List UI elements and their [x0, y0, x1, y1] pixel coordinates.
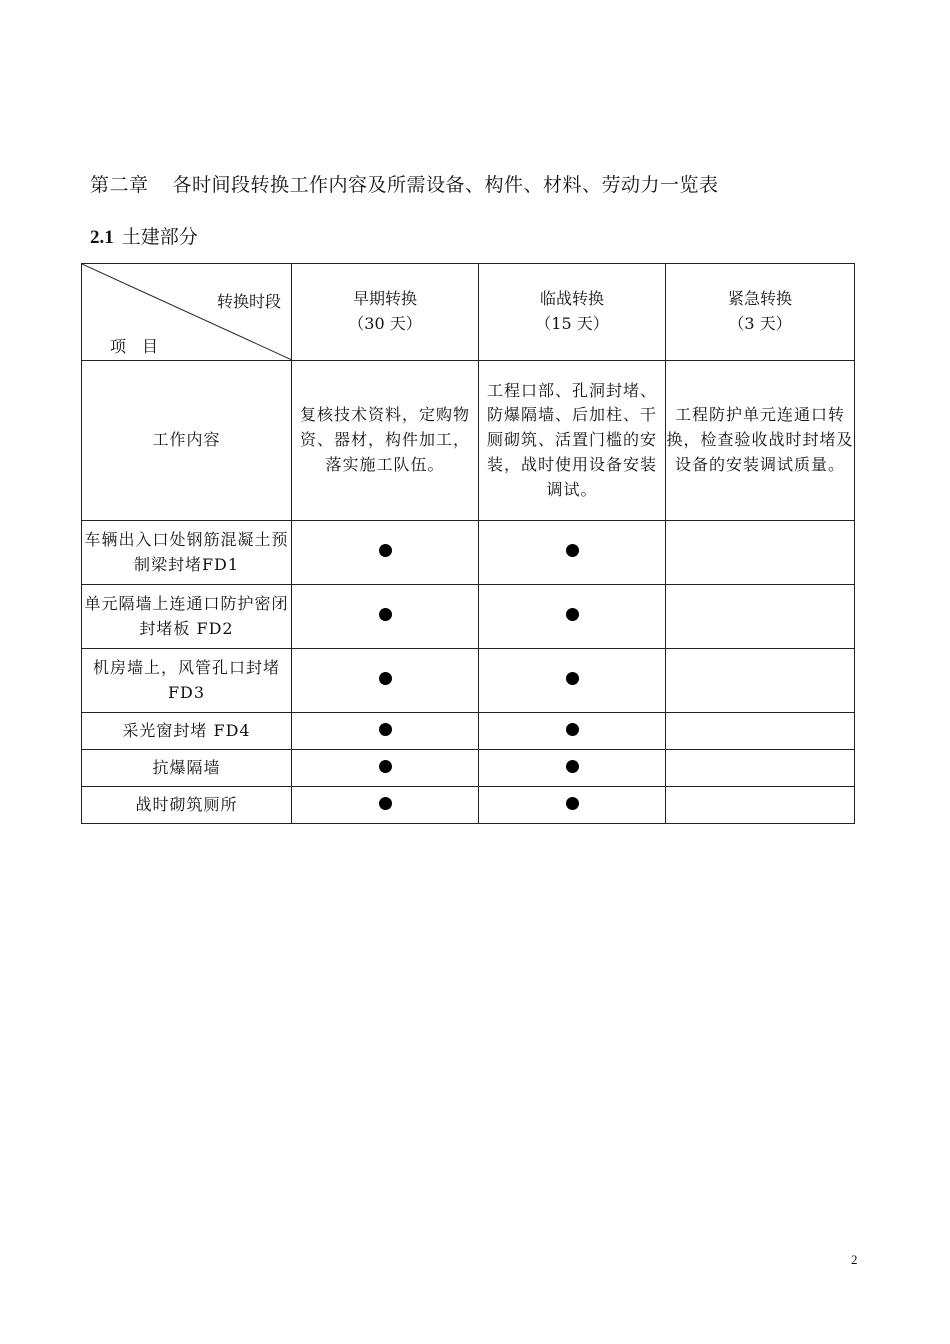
- filled-dot-mark: [379, 723, 392, 736]
- section-heading: [90, 222, 198, 249]
- table-row: [82, 585, 855, 649]
- phase-title: 早期转换: [352, 289, 417, 309]
- mark-cell: [479, 585, 666, 649]
- header-corner-bottom-label: 项 目: [110, 337, 159, 357]
- chapter-heading: [90, 170, 719, 197]
- section-title: 土建部分: [121, 226, 198, 248]
- filled-dot-mark: [379, 797, 392, 810]
- filled-dot-mark: [379, 672, 392, 685]
- section-number: 2.1: [90, 227, 114, 248]
- mark-cell: [292, 787, 479, 824]
- chapter-title: 各时间段转换工作内容及所需设备、构件、材料、劳动力一览表: [172, 174, 719, 196]
- mark-cell: [292, 649, 479, 713]
- phase-title: 临战转换: [539, 289, 604, 309]
- item-label: 采光窗封堵 FD4: [82, 713, 292, 750]
- mark-cell: [666, 750, 855, 787]
- header-corner-cell: [82, 264, 292, 361]
- work-content-early: 复核技术资料，定购物资、器材，构件加工，落实施工队伍。: [292, 361, 479, 521]
- work-content-pre-war: 工程口部、孔洞封堵、防爆隔墙、后加柱、干厕砌筑、活置门槛的安装，战时使用设备安装调试。: [479, 361, 666, 521]
- table-row: [82, 787, 855, 824]
- mark-cell: [479, 713, 666, 750]
- phase-days: （3 天）: [728, 314, 792, 333]
- work-content-row: [82, 361, 855, 521]
- mark-cell: [292, 713, 479, 750]
- filled-dot-mark: [566, 797, 579, 810]
- filled-dot-mark: [379, 544, 392, 557]
- mark-cell: [292, 521, 479, 585]
- mark-cell: [479, 521, 666, 585]
- mark-cell: [666, 521, 855, 585]
- mark-cell: [666, 649, 855, 713]
- mark-cell: [479, 787, 666, 824]
- header-row: [82, 264, 855, 361]
- header-corner-top-label: 转换时段: [216, 292, 281, 311]
- item-label: 车辆出入口处钢筋混凝土预制梁封堵FD1: [82, 521, 292, 585]
- filled-dot-mark: [566, 760, 579, 773]
- mark-cell: [479, 649, 666, 713]
- table-row: [82, 713, 855, 750]
- phase-days: （30 天）: [348, 314, 422, 333]
- mark-cell: [666, 787, 855, 824]
- work-content-emergency: 工程防护单元连通口转换，检查验收战时封堵及设备的安装调试质量。: [666, 361, 855, 521]
- item-label: 单元隔墙上连通口防护密闭封堵板 FD2: [82, 585, 292, 649]
- conversion-table: [81, 263, 855, 824]
- mark-cell: [666, 713, 855, 750]
- filled-dot-mark: [566, 672, 579, 685]
- item-label: 战时砌筑厕所: [82, 787, 292, 824]
- phase-header-pre-war: [479, 264, 666, 361]
- phase-header-emergency: [666, 264, 855, 361]
- item-label: 机房墙上，风管孔口封堵 FD3: [82, 649, 292, 713]
- mark-cell: [292, 750, 479, 787]
- table-row: [82, 521, 855, 585]
- mark-cell: [666, 585, 855, 649]
- item-label: 抗爆隔墙: [82, 750, 292, 787]
- filled-dot-mark: [379, 760, 392, 773]
- phase-header-early: [292, 264, 479, 361]
- work-content-label: 工作内容: [82, 361, 292, 521]
- table-row: [82, 649, 855, 713]
- filled-dot-mark: [379, 608, 392, 621]
- phase-days: （15 天）: [535, 314, 609, 333]
- table-row: [82, 750, 855, 787]
- page-number: 2: [851, 1252, 858, 1267]
- filled-dot-mark: [566, 544, 579, 557]
- filled-dot-mark: [566, 608, 579, 621]
- mark-cell: [292, 585, 479, 649]
- chapter-label: 第二章: [90, 174, 149, 196]
- phase-title: 紧急转换: [727, 289, 792, 309]
- mark-cell: [479, 750, 666, 787]
- filled-dot-mark: [566, 723, 579, 736]
